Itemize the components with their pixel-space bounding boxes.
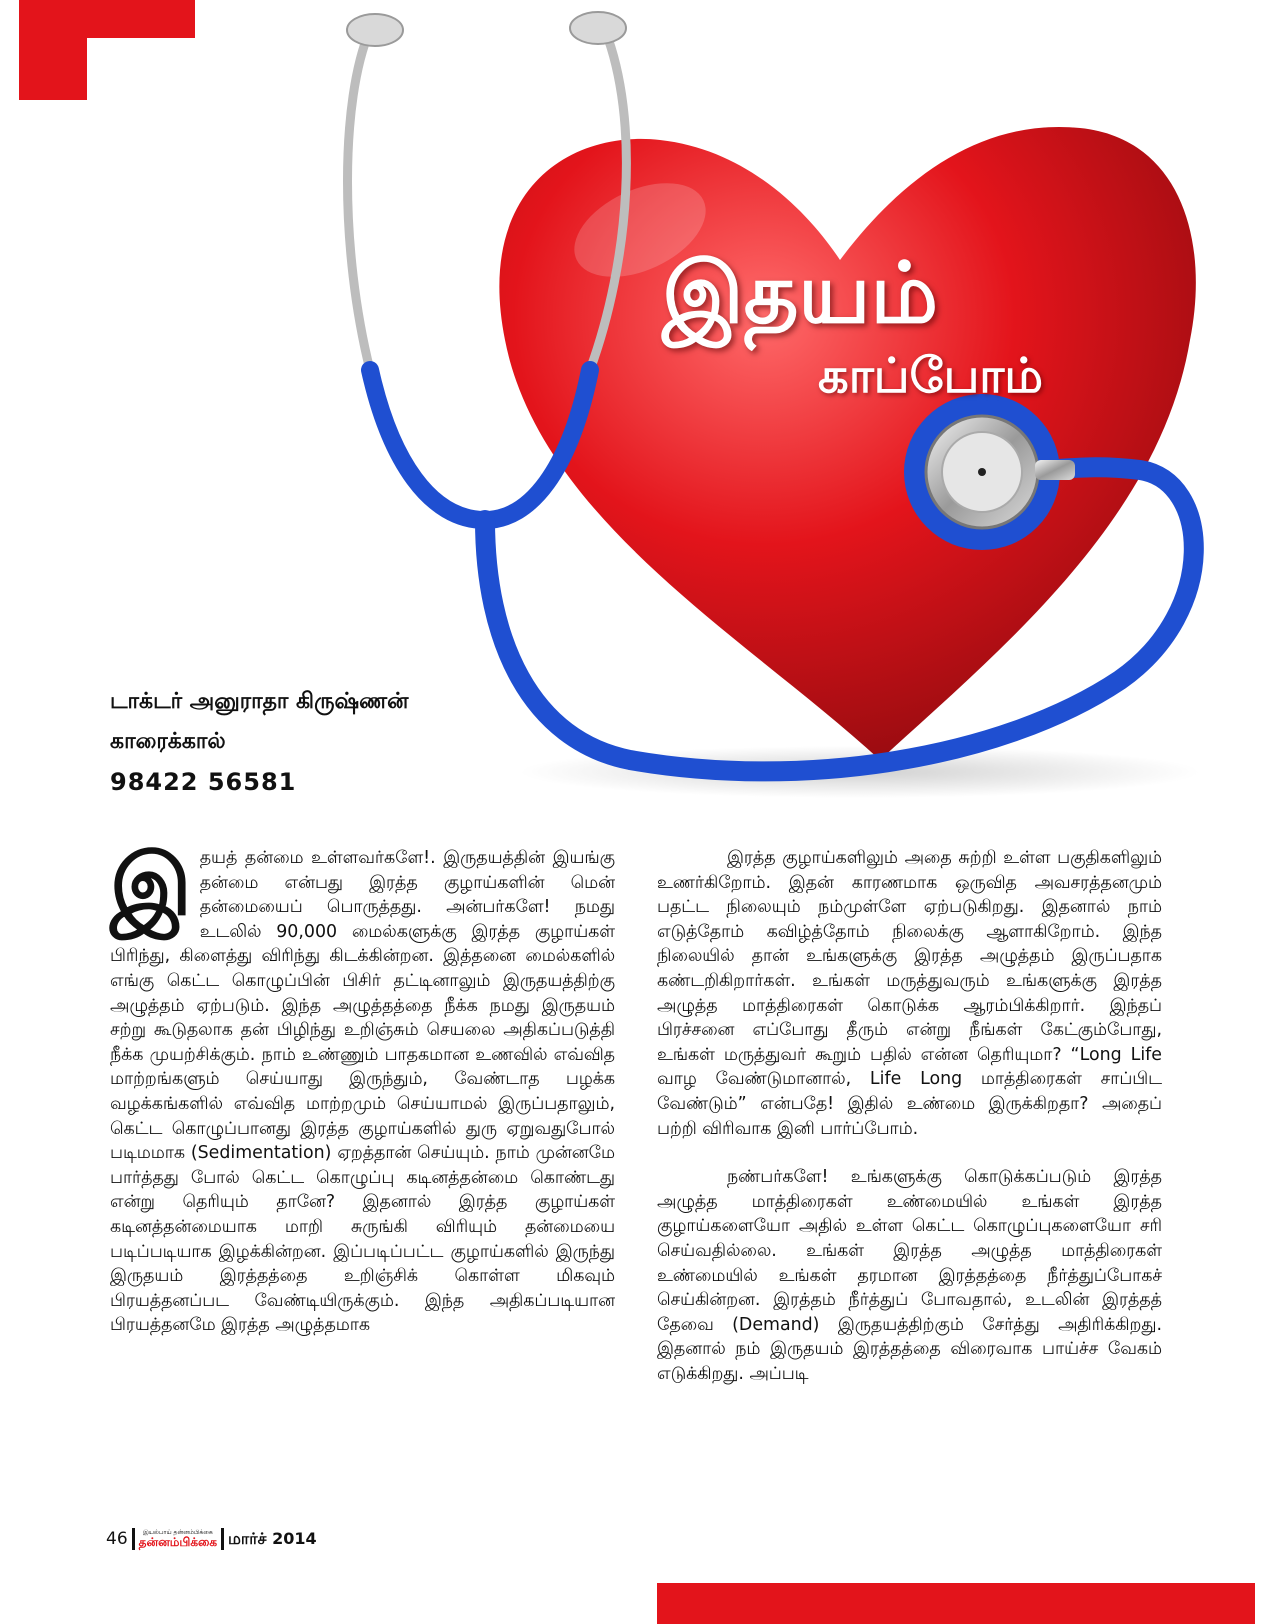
corner-accent-bar [19, 0, 87, 100]
magazine-tagline: இயல்பாய் தன்னம்பிக்கை [142, 1529, 213, 1536]
article-column-left [110, 836, 615, 1338]
heart-stethoscope-illustration [300, 0, 1260, 820]
author-block [110, 682, 408, 802]
left-paragraph: தயத் தன்மை உள்ளவர்களே!. இருதயத்தின் இயங்கு தன்மை என்பது இரத்த குழாய்களின் மென் தன்மையைப் பொருத்தது. அன்பர்களே! நமது உடலில் 90,000 மைல்களுக்கு இரத்த குழாய்கள் பிரிந்து, கிளைத்து விரிந்து கிடக்கின்றன. இத்தனை மைல்களில் எங்கு கெட்ட கொழுப்பின் பிசிர் தட்டினாலும் இருதயத்திற்கு அழுத்தம் ஏற்படும். இந்த அழுத்தத்தை நீக்க நமது இருதயம் சற்று கூடுதலாக தன் பிழிந்து உறிஞ்சும் செயலை அதிகப்படுத்தி நீக்க முயற்சிக்கும். நாம் உண்ணும் பாதகமான உணவில் எவ்வித மாற்றங்களும் செய்யாது இருந்தும், வேண்டாத பழக்க வழக்கங்களில் எவ்வித மாற்றமும் செய்யாமல் இருப்பதாலும், கெட்ட கொழுப்பானது இரத்த குழாய்களில் துரு ஏறுவதுபோல் படிமமாக (Sedimentation) ஏறத்தான் செய்யும். நாம் முன்னமே பார்த்தது போல் கெட்ட கொழுப்பு கடினத்தன்மை கொண்டது என்று தெரியும் தானே? இதனால் இரத்த குழாய்கள் கடினத்தன்மையாக மாறி சுருங்கி விரியும் தன்மையை படிப்படியாக இழக்கின்றன. இப்படிப்பட்ட குழாய்களில் இருந்து இருதயம் இரத்தத்தை உறிஞ்சிக் கொள்ள மிகவும் பிரயத்தனப்பட வேண்டியிருக்கும். இந்த அதிகப்படியான பிரயத்தனமே இரத்த அழுத்தமாக [110, 848, 615, 1336]
author-name: டாக்டர் அனுராதா கிருஷ்ணன் [110, 689, 409, 714]
magazine-name: தன்னம்பிக்கை [138, 1535, 218, 1549]
article-column-right [657, 846, 1162, 1386]
author-place: காரைக்கால் [110, 729, 226, 754]
article-title: இதயம் [662, 244, 939, 342]
right-paragraph-2: நண்பர்களே! உங்களுக்கு கொடுக்கப்படும் இரத்த அழுத்த மாத்திரைகள் உண்மையில் உங்கள் இரத்த குழாய்களையோ அதில் உள்ள கெட்ட கொழுப்புகளையோ சரி செய்வதில்லை. உங்கள் இரத்த அழுத்த மாத்திரைகள் உண்மையில் உங்கள் தரமான இரத்தத்தை நீர்த்துப்போகச் செய்கின்றன. இரத்தம் நீர்த்துப் போவதால், உடலின் இரத்தத் தேவை (Demand) இருதயத்திற்கும் சேர்த்து அதிரிக்கிறது. இதனால் நம் இருதயம் இரத்தத்தை விரைவாக பாய்ச்ச வேகம் எடுக்கிறது. அப்படி [657, 1167, 1162, 1384]
drop-cap: இ [110, 836, 192, 934]
author-phone: 98422 56581 [110, 768, 297, 796]
article-subtitle: காப்போம் [818, 348, 1043, 404]
page-number: 46 [106, 1529, 128, 1549]
issue-date: மார்ச் 2014 [228, 1528, 317, 1548]
footer-divider [221, 1528, 224, 1550]
page-footer [106, 1528, 317, 1550]
right-paragraph-1: இரத்த குழாய்களிலும் அதை சுற்றி உள்ள பகுதிகளிலும் உணர்கிறோம். இதன் காரணமாக ஒருவித அவசரத்தனமும் பதட்ட நிலையும் நம்முள்ளே ஏற்படுகிறது. இதனால் நாம் எடுத்தோம் கவிழ்த்தோம் நிலைக்கு ஆளாகிறோம். இந்த நிலையில் தான் உங்களுக்கு இரத்த அழுத்தம் இருப்பதாக கண்டறிகிறார்கள். உங்கள் மருத்துவரும் உங்களுக்கு இரத்த அழுத்த மாத்திரைகள் கொடுக்க ஆரம்பிக்கிறார். இந்தப் பிரச்சனை எப்போது தீரும் என்று நீங்கள் கேட்கும்போது, உங்கள் மருத்துவர் கூறும் பதில் என்ன தெரியுமா? “Long Life வாழ வேண்டுமானால், Life Long மாத்திரைகள் சாப்பிட வேண்டும்” என்பதே! இதில் உண்மை இருக்கிறதா? அதைப் பற்றி விரிவாக இனி பார்ப்போம். [657, 848, 1162, 1139]
magazine-logo [139, 1530, 217, 1548]
footer-divider [132, 1528, 135, 1550]
bottom-accent-bar [657, 1583, 1255, 1624]
